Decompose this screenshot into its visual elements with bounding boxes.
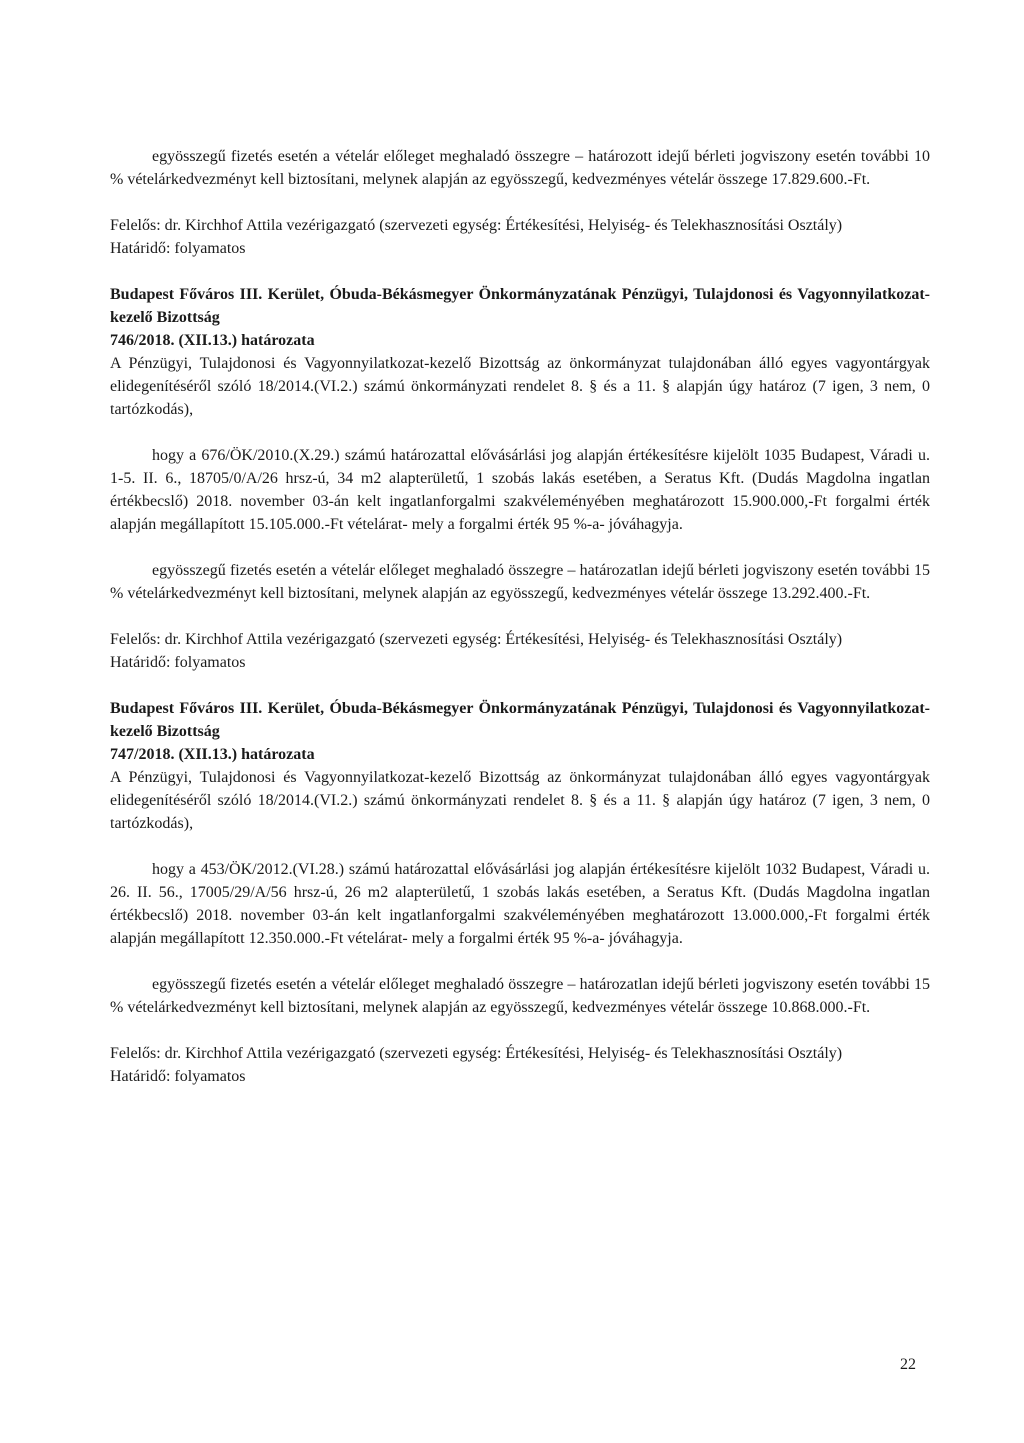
- responsible-3: Felelős: dr. Kirchhof Attila vezérigazgató (szervezeti egység: Értékesítési, Helyiség- és Telekhasznosítási Osztály): [110, 1045, 843, 1062]
- responsible-1: Felelős: dr. Kirchhof Attila vezérigazgató (szervezeti egység: Értékesítési, Helyiség- és Telekhasznosítási Osztály): [110, 217, 843, 234]
- page-number: 22: [900, 1356, 916, 1373]
- paragraph-payment-1: egyösszegű fizetés esetén a vételár előleget meghaladó összegre – határozott idejű bérleti jogviszony esetén további 10 % vételárkedvezményt kell biztosítani, melynek alapján az egyösszegű, kedvezményes vételár összege 17.829.600.-Ft.: [110, 148, 930, 188]
- committee-heading-2: Budapest Főváros III. Kerület, Óbuda-Békásmegyer Önkormányzatának Pénzügyi, Tulajdonosi és Vagyonnyilatkozat-kezelő Bizottság: [110, 700, 930, 740]
- resolution-body-2: hogy a 453/ÖK/2012.(VI.28.) számú határozattal elővásárlási jog alapján értékesítésre kijelölt 1032 Budapest, Váradi u. 26. II. 56., 17005/29/A/56 hrsz-ú, 26 m2 alapterületű, 1 szobás lakás esetében, a Seratus Kft. (Dudás Magdolna ingatlan értékbecslő) 2018. november 03-án kelt ingatlanforgalmi szakvéleményében meghatározott 13.000.000,-Ft forgalmi érték alapján megállapított 12.350.000.-Ft vételárat- mely a forgalmi érték 95 %-a- jóváhagyja.: [110, 861, 930, 947]
- paragraph-payment-2: egyösszegű fizetés esetén a vételár előleget meghaladó összegre – határozatlan idejű bérleti jogviszony esetén további 15 % vételárkedvezményt kell biztosítani, melynek alapján az egyösszegű, kedvezményes vételár összege 13.292.400.-Ft.: [110, 562, 930, 602]
- document-body: [110, 145, 930, 1088]
- deadline-2: Határidő: folyamatos: [110, 654, 246, 671]
- committee-heading-1: Budapest Főváros III. Kerület, Óbuda-Békásmegyer Önkormányzatának Pénzügyi, Tulajdonosi és Vagyonnyilatkozat-kezelő Bizottság: [110, 286, 930, 326]
- resolution-body-1: hogy a 676/ÖK/2010.(X.29.) számú határozattal elővásárlási jog alapján értékesítésre kijelölt 1035 Budapest, Váradi u. 1-5. II. 6., 18705/0/A/26 hrsz-ú, 34 m2 alapterületű, 1 szobás lakás esetében, a Seratus Kft. (Dudás Magdolna ingatlan értékbecslő) 2018. november 03-án kelt ingatlanforgalmi szakvéleményében meghatározott 15.900.000,-Ft forgalmi érték alapján megállapított 15.105.000.-Ft vételárat- mely a forgalmi érték 95 %-a- jóváhagyja.: [110, 447, 930, 533]
- resolution-intro-2: A Pénzügyi, Tulajdonosi és Vagyonnyilatkozat-kezelő Bizottság az önkormányzat tulajdonában álló egyes vagyontárgyak elidegenítéséről szóló 18/2014.(VI.2.) számú önkormányzati rendelet 8. § és a 11. § alapján úgy határoz (7 igen, 3 nem, 0 tartózkodás),: [110, 769, 930, 832]
- deadline-1: Határidő: folyamatos: [110, 240, 246, 257]
- resolution-number-2: 747/2018. (XII.13.) határozata: [110, 746, 315, 763]
- responsible-2: Felelős: dr. Kirchhof Attila vezérigazgató (szervezeti egység: Értékesítési, Helyiség- és Telekhasznosítási Osztály): [110, 631, 843, 648]
- resolution-number-1: 746/2018. (XII.13.) határozata: [110, 332, 315, 349]
- deadline-3: Határidő: folyamatos: [110, 1068, 246, 1085]
- resolution-intro-1: A Pénzügyi, Tulajdonosi és Vagyonnyilatkozat-kezelő Bizottság az önkormányzat tulajdonában álló egyes vagyontárgyak elidegenítéséről szóló 18/2014.(VI.2.) számú önkormányzati rendelet 8. § és a 11. § alapján úgy határoz (7 igen, 3 nem, 0 tartózkodás),: [110, 355, 930, 418]
- paragraph-payment-3: egyösszegű fizetés esetén a vételár előleget meghaladó összegre – határozatlan idejű bérleti jogviszony esetén további 15 % vételárkedvezményt kell biztosítani, melynek alapján az egyösszegű, kedvezményes vételár összege 10.868.000.-Ft.: [110, 976, 930, 1016]
